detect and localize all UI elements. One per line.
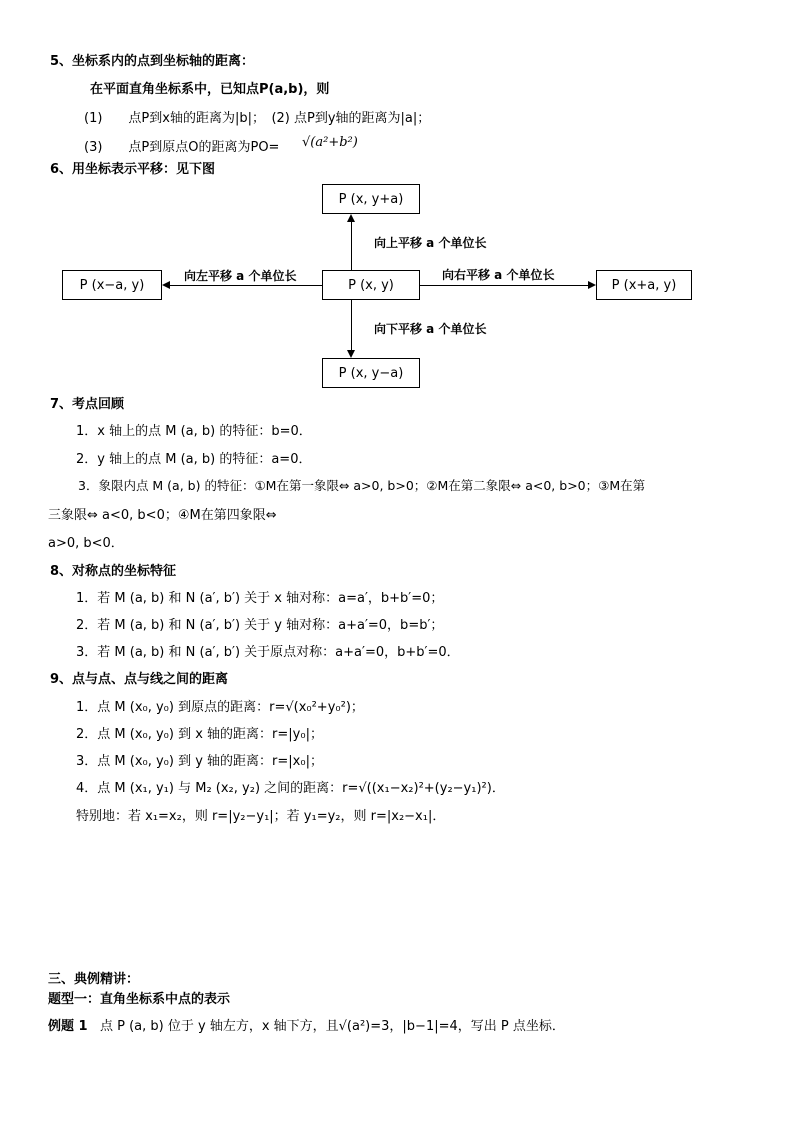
arrow-down-head (347, 350, 355, 358)
section9-line5: 特别地：若 x₁=x₂，则 r=|y₂−y₁|；若 y₁=y₂，则 r=|x₂−x₁|． (76, 809, 446, 824)
section7-line3c: a>0, b<0． (48, 536, 124, 551)
type1-title: 题型一：直角坐标系中点的表示 (48, 992, 231, 1007)
section5-item3-label: (3) 点P到原点O的距离为PO= (84, 140, 280, 155)
example1-label: 例题 1 (48, 1019, 88, 1034)
arrow-left-line (170, 285, 322, 286)
label-right: 向右平移 a 个单位长 (442, 268, 555, 282)
label-left: 向左平移 a 个单位长 (184, 269, 297, 283)
box-right: P (x+a, y) (596, 270, 692, 300)
section5-title: 5、坐标系内的点到坐标轴的距离： (50, 54, 255, 69)
section8-line3: 3．若 M (a, b) 和 N (a′, b′) 关于原点对称：a+a′=0，b+b′=0． (76, 645, 460, 660)
section9-line4: 4．点 M (x₁, y₁) 与 M₂ (x₂, y₂) 之间的距离：r=√((x₁−x₂)²+(y₂−y₁)²)． (76, 781, 505, 796)
section7-line3: 3．象限内点 M (a, b) 的特征：①M在第一象限⇔ a>0, b>0；②M在第二象限⇔ a<0, b>0；③M在第 (78, 478, 646, 493)
arrow-right-head (588, 281, 596, 289)
section7-line1: 1．x 轴上的点 M (a, b) 的特征：b=0． (76, 424, 312, 439)
label-up: 向上平移 a 个单位长 (374, 236, 487, 250)
label-down: 向下平移 a 个单位长 (374, 322, 487, 336)
arrow-down-line (351, 300, 352, 350)
section5-item1: (1) 点P到x轴的距离为|b|； (2) 点P到y轴的距离为|a|； (84, 111, 431, 126)
box-up: P (x, y+a) (322, 184, 420, 214)
section8-title: 8、对称点的坐标特征 (50, 564, 177, 579)
arrow-up-head (347, 214, 355, 222)
box-left: P (x−a, y) (62, 270, 162, 300)
section7-title: 7、考点回顾 (50, 397, 125, 412)
section7-line2: 2．y 轴上的点 M (a, b) 的特征：a=0． (76, 452, 312, 467)
arrow-left-head (162, 281, 170, 289)
section8-line2: 2．若 M (a, b) 和 N (a′, b′) 关于 y 轴对称：a+a′=0，b=b′； (76, 618, 444, 633)
section5-item3-formula: √(a²+b²) (302, 135, 358, 150)
section5-intro: 在平面直角坐标系中，已知点P(a,b)，则 (90, 82, 330, 97)
box-down: P (x, y−a) (322, 358, 420, 388)
arrow-up-line (351, 220, 352, 270)
section9-line3: 3．点 M (x₀, y₀) 到 y 轴的距离：r=|x₀|； (76, 754, 323, 769)
section7-line3b: 三象限⇔ a<0, b<0；④M在第四象限⇔ (48, 508, 277, 523)
section6-title: 6、用坐标表示平移：见下图 (50, 162, 216, 177)
box-center: P (x, y) (322, 270, 420, 300)
arrow-right-line (420, 285, 588, 286)
section9-line2: 2．点 M (x₀, y₀) 到 x 轴的距离：r=|y₀|； (76, 727, 323, 742)
section9-line1: 1．点 M (x₀, y₀) 到原点的距离：r=√(x₀²+y₀²)； (76, 700, 364, 715)
section8-line1: 1．若 M (a, b) 和 N (a′, b′) 关于 x 轴对称：a=a′，b+b′=0； (76, 591, 444, 606)
section9-title: 9、点与点、点与线之间的距离 (50, 672, 229, 687)
example1-text: 点 P (a, b) 位于 y 轴左方，x 轴下方，且√(a²)=3，|b−1|=4，写出 P 点坐标． (100, 1019, 565, 1034)
section3-title: 三、典例精讲： (48, 972, 140, 987)
